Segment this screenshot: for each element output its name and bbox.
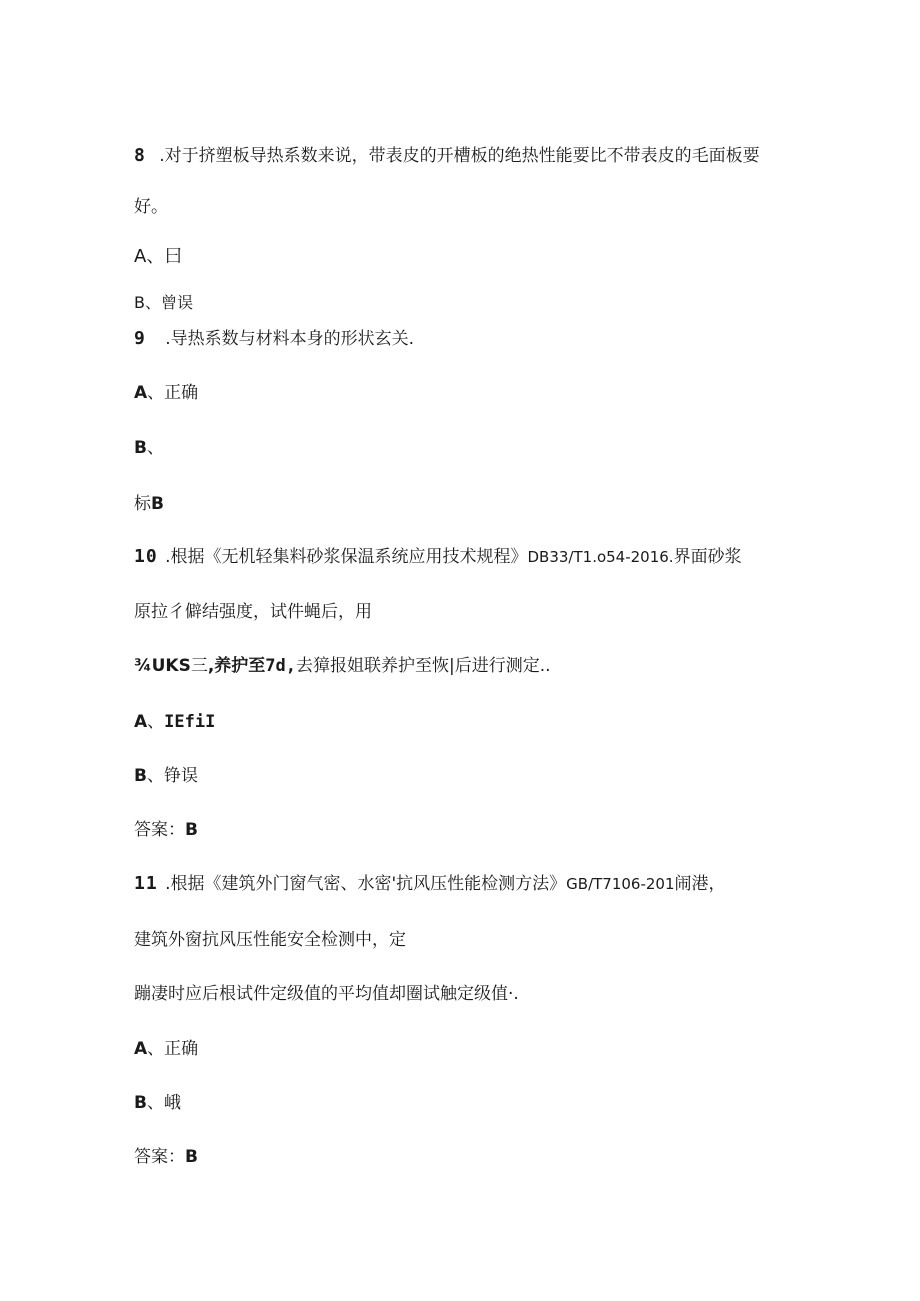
question-9-line xyxy=(134,328,414,350)
question-10-line-3 xyxy=(134,655,551,677)
question-11-answer-value: B xyxy=(185,1147,198,1167)
question-8-text: .对于挤塑板导热系数来说，带表皮的开槽板的绝热性能要比不带表皮的毛面板要 xyxy=(159,146,760,166)
question-11-option-b xyxy=(134,1092,181,1114)
question-8-line-1 xyxy=(134,145,760,167)
question-10-text-c: 界面砂浆 xyxy=(673,547,742,567)
question-11-line-1 xyxy=(134,873,726,895)
question-11-option-b-text: 、峨 xyxy=(146,1093,181,1113)
question-10-option-b xyxy=(134,765,198,787)
question-10-line-3-a: ¾UKS xyxy=(134,656,191,676)
question-10-number: 10 xyxy=(134,546,158,567)
question-11-option-a xyxy=(134,1038,198,1060)
question-9-extra xyxy=(134,493,164,515)
question-10-answer xyxy=(134,819,198,841)
question-10-option-a xyxy=(134,711,215,733)
question-11-answer-label: 答案： xyxy=(134,1147,185,1167)
question-10-line-3-d: 7d, xyxy=(265,656,297,676)
question-10-line-3-e: 去獐报姐联养护至恢|后进行测定.. xyxy=(296,656,551,676)
question-10-option-b-text: 、铮误 xyxy=(146,766,198,786)
question-10-option-b-letter: B xyxy=(134,766,147,786)
question-9-option-b-text: 、 xyxy=(146,438,164,458)
question-9-option-a xyxy=(134,382,198,404)
question-10-line-3-b: 三 xyxy=(190,656,208,676)
question-11-line-2: 建筑外窗抗风压性能安全检测中，定 xyxy=(134,930,406,950)
question-10-line-1 xyxy=(134,546,742,568)
question-8-line-2: 好。 xyxy=(134,197,168,217)
question-11-option-a-letter: A xyxy=(134,1039,148,1059)
question-10-option-a-sep: 、 xyxy=(147,712,165,732)
question-11-standard-code: GB/T7106-201 xyxy=(566,875,675,893)
question-9-option-b xyxy=(134,437,164,459)
question-8-option-a: A、曰 xyxy=(134,246,183,267)
question-11-text-c: 闹港， xyxy=(674,874,726,894)
question-10-answer-value: B xyxy=(185,820,198,840)
question-11-line-3: 蹦凄时应后根试件定级值的平均值却圈试触定级值·. xyxy=(134,984,519,1004)
question-9-option-a-text: 、正确 xyxy=(147,383,199,403)
question-8-option-b: B、曾误 xyxy=(134,293,193,312)
question-8-number: 8 xyxy=(134,145,146,166)
question-9-option-b-letter: B xyxy=(134,438,147,458)
question-10-option-a-letter: A xyxy=(134,712,148,732)
question-10-line-3-c: ,养护至 xyxy=(207,656,266,676)
question-9-text: .导热系数与材料本身的形状玄关. xyxy=(165,329,415,349)
question-11-answer xyxy=(134,1146,198,1168)
question-9-extra-answer: B xyxy=(151,494,164,514)
question-10-option-a-value: IEfiI xyxy=(164,712,216,732)
question-9-number: 9 xyxy=(134,328,146,349)
question-11-option-a-text: 、正确 xyxy=(147,1039,199,1059)
question-11-option-b-letter: B xyxy=(134,1093,147,1113)
question-11-number: 11 xyxy=(134,873,158,894)
question-9-extra-prefix: 标 xyxy=(134,494,151,514)
question-11-text-a: .根据《建筑外门窗气密、水密'抗风压性能检测方法》 xyxy=(165,874,567,894)
question-10-text-a: .根据《无机轻集料砂浆保温系统应用技术规程》 xyxy=(165,547,528,567)
question-10-answer-label: 答案： xyxy=(134,820,185,840)
question-10-standard-code: DB33∕T1.o54-2016. xyxy=(527,548,674,566)
question-9-option-a-letter: A xyxy=(134,383,148,403)
question-10-line-2: 原拉彳僻结强度，试件蝇后，用 xyxy=(134,602,372,622)
